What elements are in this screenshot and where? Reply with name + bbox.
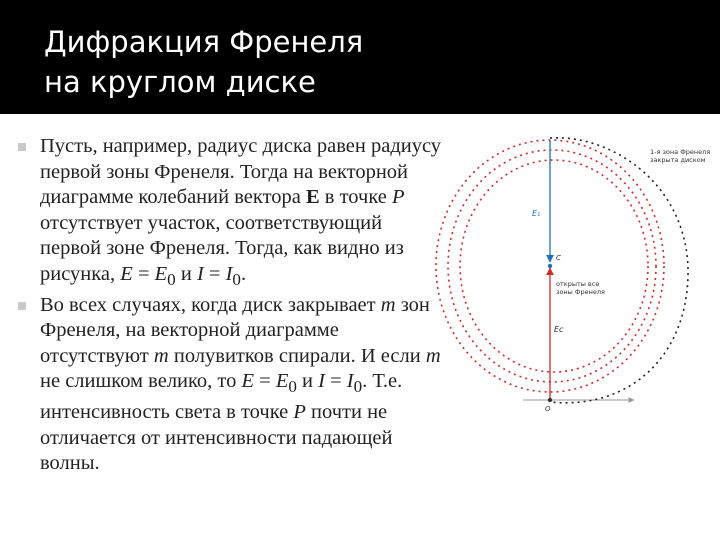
title-line-2: на круглом диске <box>44 65 316 99</box>
bullet-square-icon <box>18 302 26 310</box>
label-open-zones-line-1: открыты все <box>556 280 600 288</box>
label-c: C <box>556 254 561 262</box>
point-o <box>548 398 552 402</box>
point-c <box>548 264 552 268</box>
spiral-turn-3 <box>460 160 648 372</box>
label-o: O <box>545 405 551 413</box>
bullet-item-1: Пусть, например, радиус диска равен радиусу первой зоны Френеля. Тогда на векторной диаграмме колебаний вектора E в точке P отсутствует участок, соответствующий первой зоне Френеля. Тогда, как видно из рисунка, $E = E_0$ и $I = I_0$. <box>18 134 446 293</box>
label-open-zones-line-2: зоны Френеля <box>556 288 605 296</box>
spiral-outer-black <box>550 138 688 403</box>
legend-closed-zone-line-2: закрыта диском <box>650 156 706 164</box>
bullet-square-icon <box>18 143 26 151</box>
bullet-item-2: Во всех случаях, когда диск закрывает m зон Френеля, на векторной диаграмме отсутствуют m полувитков спирали. И если m не слишком велико, то $E = E_0$ и $I = I_0$. Т.е. интенсивность света в точке P почти не отличается от интенсивности падающей волны. <box>18 293 446 477</box>
title-line-1: Дифракция Френеля <box>44 25 364 59</box>
bullet-list <box>18 134 446 477</box>
label-ec: Eс <box>554 325 564 334</box>
spiral-diagram <box>428 126 720 428</box>
title-band <box>0 0 720 114</box>
label-e1: E₁ <box>532 209 541 218</box>
fresnel-spiral-figure <box>428 126 720 428</box>
legend-closed-zone-line-1: 1-я зона Френеля <box>650 148 711 156</box>
slide-title <box>44 22 363 102</box>
